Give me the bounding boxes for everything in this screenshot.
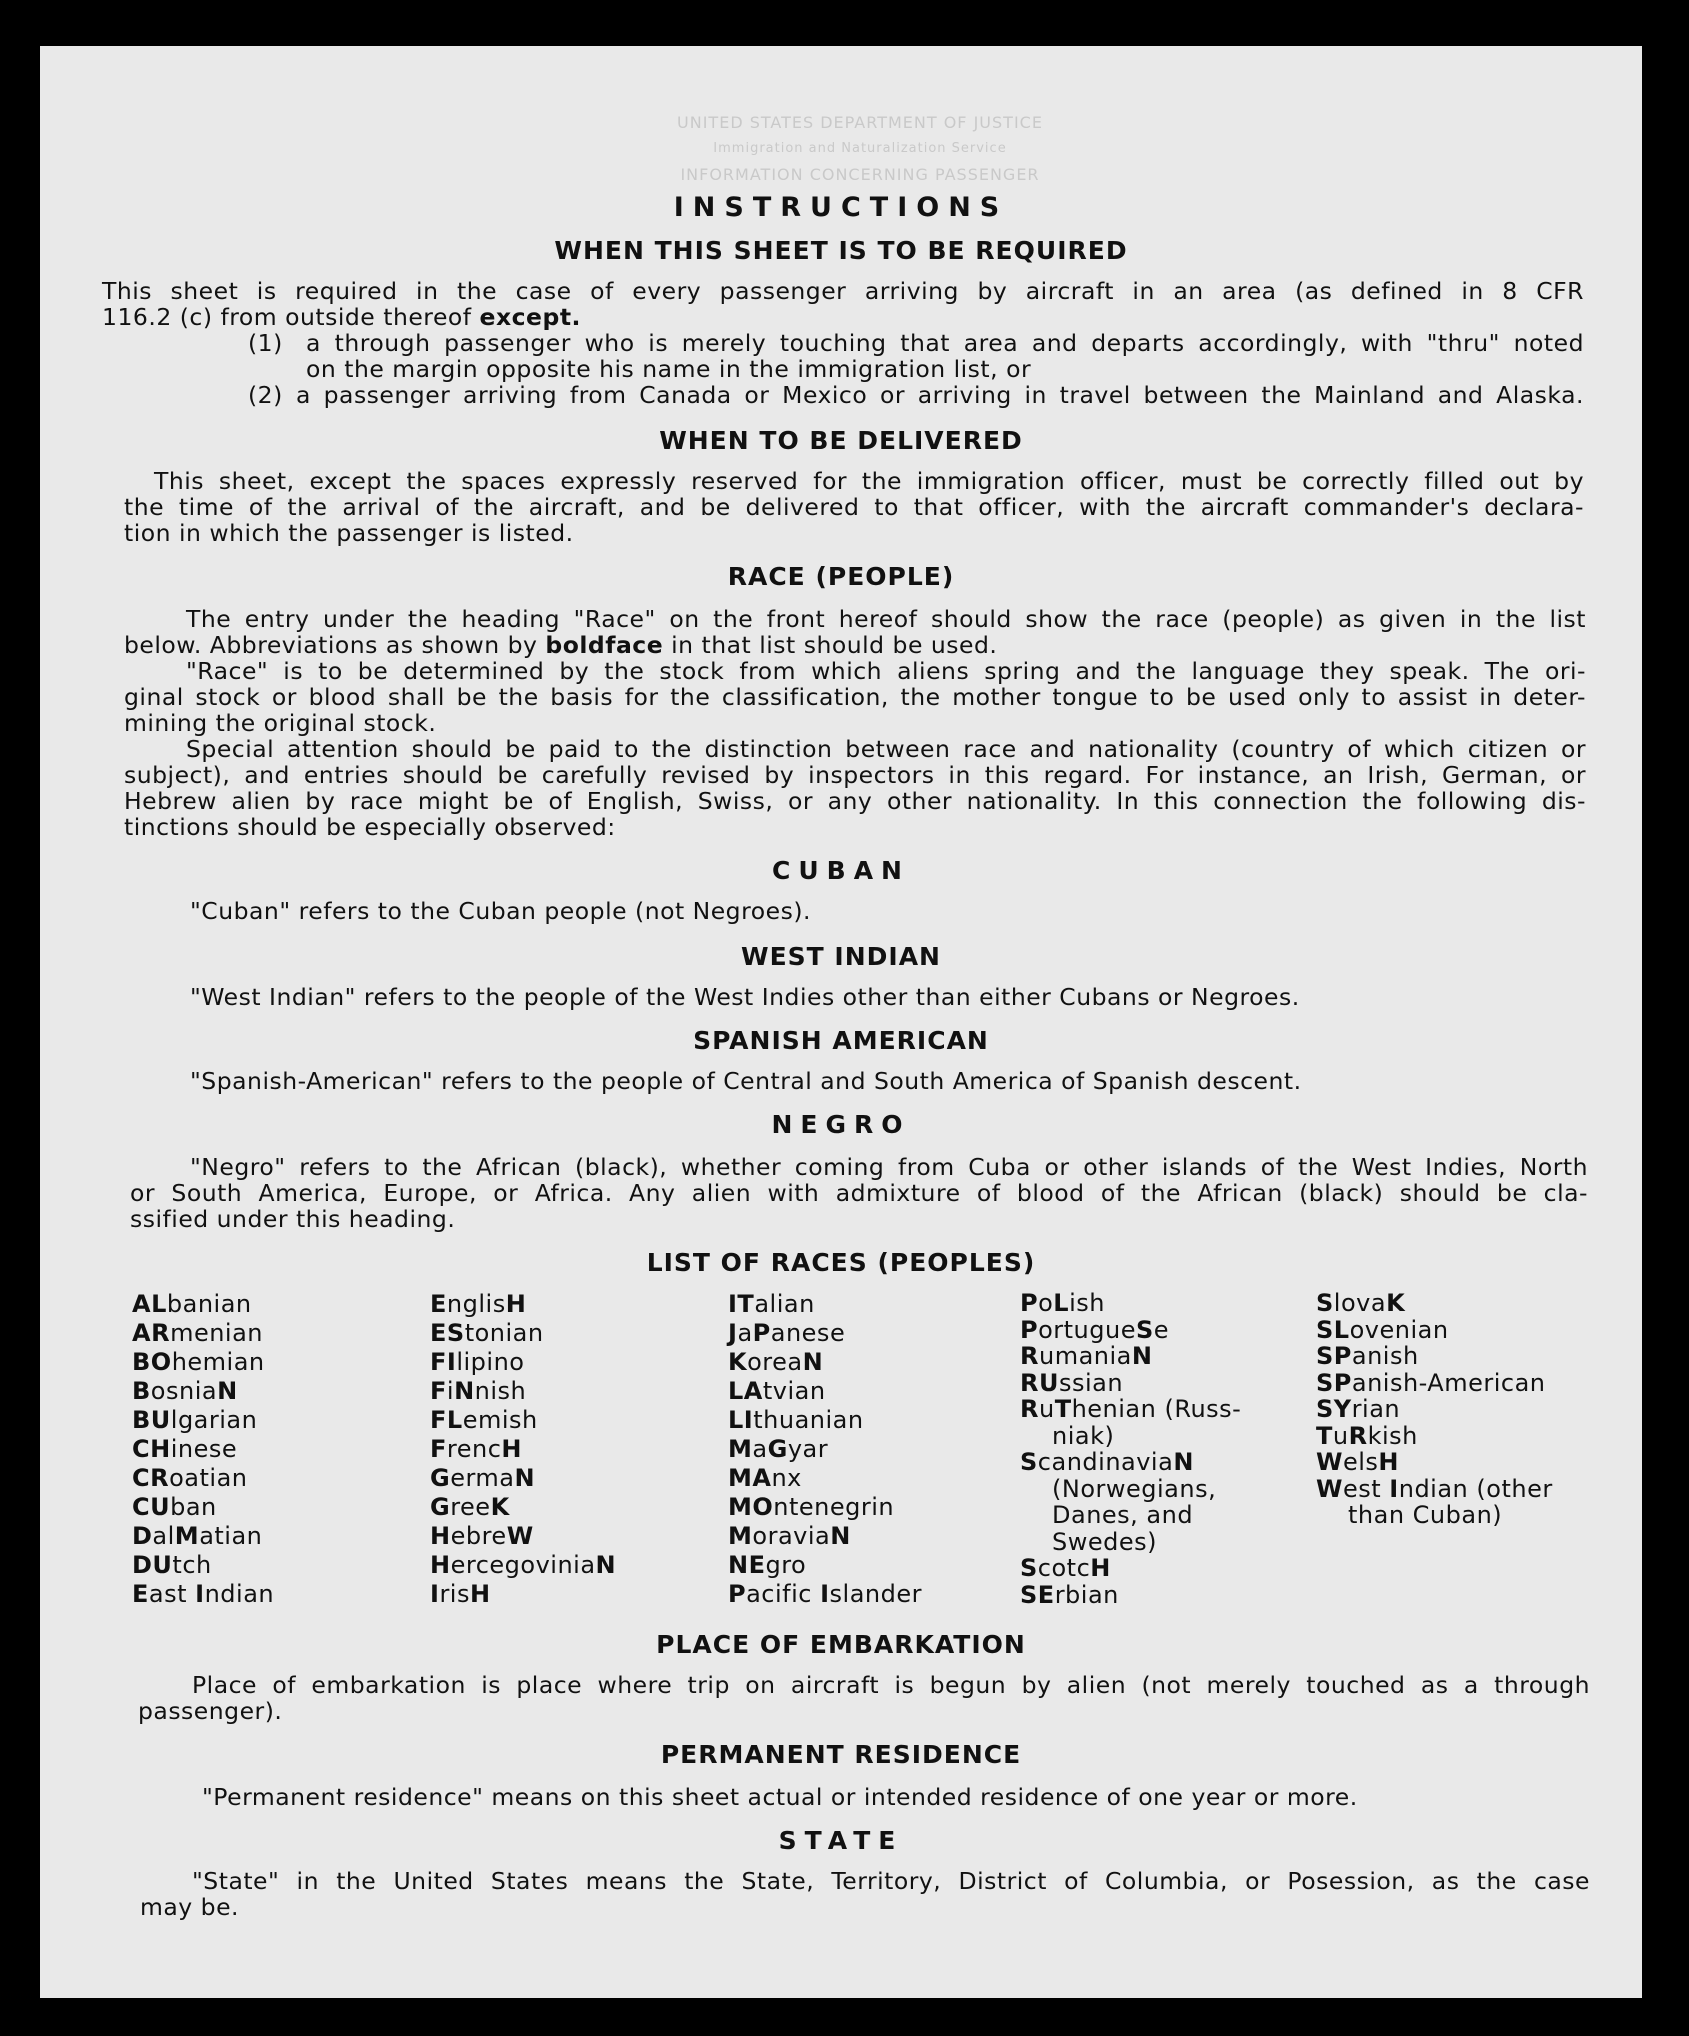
spanish-american-text: "Spanish-American" refers to the people of Central and South America of Spanish descent.: [190, 1067, 1302, 1095]
text-line: "Negro" refers to the African (black), whether coming from Cuba or other islands of the West Indies, North: [190, 1153, 1588, 1181]
race-text: ish: [1069, 1289, 1105, 1317]
race-text: yar: [787, 1435, 829, 1463]
race-abbrev-letters: B: [132, 1377, 151, 1405]
race-list-item: [132, 1348, 274, 1377]
text-line: This sheet is required in the case of every passenger arriving by aircraft in an area (as defined in 8 CFR: [102, 277, 1584, 305]
race-list-item: [1316, 1476, 1553, 1503]
text-line: The entry under the heading "Race" on the front hereof should show the race (people) as given in the list: [186, 605, 1586, 633]
race-abbrev-letters: N: [1131, 1342, 1153, 1370]
text-line: the time of the arrival of the aircraft, and be delivered to that officer, with the aircraft commander's declara-: [124, 493, 1584, 521]
item-2-number: (2): [248, 381, 283, 409]
negro-paragraph: [130, 1154, 1588, 1232]
race-abbrev-letters: H: [430, 1551, 451, 1579]
race-text: anish-American: [1351, 1368, 1546, 1397]
race-text: rian: [1351, 1395, 1401, 1423]
race-list-item: [132, 1551, 274, 1580]
race-text: ast: [148, 1580, 196, 1608]
race-line-2: [124, 632, 997, 658]
text-line: on the margin opposite his name in the immigration list, or: [306, 355, 1032, 383]
race-text: oatian: [169, 1464, 248, 1492]
delivered-paragraph: [124, 468, 1584, 546]
race-abbrev-letters: AL: [132, 1290, 167, 1318]
race-abbrev-letters: N: [217, 1377, 238, 1405]
race-text: al: [152, 1522, 175, 1550]
race-abbrev-letters: I: [195, 1580, 205, 1608]
race-list-item: [430, 1290, 616, 1319]
race-abbrev-letters: P: [728, 1580, 747, 1608]
race-abbrev-letters: W: [1316, 1448, 1343, 1476]
race-text: nglis: [446, 1290, 506, 1318]
race-text: ban: [170, 1493, 217, 1521]
heading-when-delivered: WHEN TO BE DELIVERED: [659, 426, 1023, 455]
race-list-item: [430, 1464, 616, 1493]
text-line: a passenger arriving from Canada or Mexico or arriving in travel between the Mainland and Alaska.: [296, 381, 1584, 409]
race-text: inese: [170, 1435, 238, 1463]
race-abbrev-letters: MO: [728, 1493, 774, 1521]
race-abbrev-letters: H: [430, 1522, 451, 1550]
race-list-item: [728, 1319, 922, 1348]
race-text: i: [446, 1377, 455, 1405]
race-text: ndian (other: [1398, 1474, 1553, 1503]
race-list-item: [1020, 1370, 1241, 1397]
text-line: a through passenger who is merely touching that area and departs accordingly, with "thru" noted: [306, 329, 1584, 357]
race-text: acific: [746, 1580, 821, 1608]
race-list-item: [1316, 1370, 1553, 1397]
race-text: ntenegrin: [773, 1493, 895, 1521]
race-abbrev-letters: N: [802, 1348, 824, 1376]
race-text: nx: [771, 1464, 802, 1492]
race-list-item: [1020, 1529, 1241, 1556]
race-text: erma: [450, 1464, 515, 1492]
race-list-item: [728, 1348, 922, 1377]
race-text: anese: [770, 1319, 846, 1347]
race-list-item: [430, 1319, 616, 1348]
race-abbrev-letters: G: [430, 1464, 451, 1492]
race-abbrev-letters: N: [830, 1522, 851, 1550]
race-abbrev-letters: R: [1020, 1342, 1039, 1370]
race-list-item: [132, 1493, 274, 1522]
item-1-text: [306, 330, 1584, 382]
race-abbrev-letters: CH: [132, 1435, 171, 1463]
race-abbrev-letters: NE: [728, 1551, 766, 1579]
race-abbrev-letters: R: [1348, 1421, 1368, 1450]
race-abbrev-letters: S: [1316, 1289, 1334, 1317]
race-list-item: [1020, 1317, 1241, 1344]
race-abbrev-letters: W: [1316, 1474, 1343, 1503]
race-abbrev-letters: K: [728, 1348, 748, 1376]
race-abbrev-letters: F: [430, 1377, 447, 1405]
race-list-item: [728, 1522, 922, 1551]
race-text: thuanian: [753, 1406, 864, 1434]
race-abbrev-letters: E: [132, 1580, 149, 1608]
race-text: umania: [1038, 1342, 1132, 1370]
race-abbrev-letters: SE: [1020, 1580, 1055, 1609]
race-list-item: [132, 1406, 274, 1435]
heading-race: RACE (PEOPLE): [727, 562, 955, 591]
race-list-item: [132, 1290, 274, 1319]
heading-spanish-american: SPANISH AMERICAN: [693, 1026, 989, 1055]
race-list-item: [132, 1464, 274, 1493]
race-abbrev-letters: N: [1173, 1448, 1194, 1476]
race-abbrev-letters: G: [430, 1493, 451, 1521]
race-list-item: [1316, 1502, 1553, 1529]
race-abbrev-letters: K: [490, 1493, 510, 1521]
race-abbrev-letters: W: [506, 1522, 534, 1550]
race-text: henian (Russ-: [1071, 1395, 1242, 1423]
heading-negro: NEGRO: [771, 1110, 911, 1139]
race-abbrev-letters: CU: [132, 1493, 171, 1521]
text-line: may be.: [140, 1893, 240, 1921]
race-text: emish: [462, 1406, 538, 1434]
race-abbrev-letters: BU: [132, 1406, 171, 1434]
race-text: Danes, and: [1052, 1501, 1194, 1529]
race-text: ebre: [450, 1522, 507, 1550]
required-paragraph: [102, 278, 1584, 304]
race-abbrev-letters: BO: [132, 1348, 172, 1376]
race-text: u: [1332, 1421, 1349, 1450]
race-abbrev-letters: M: [728, 1435, 753, 1463]
faint-bleed-through-header: [600, 110, 1120, 188]
race-abbrev-letters: LI: [728, 1406, 754, 1434]
race-list-item: [1020, 1555, 1241, 1582]
text-line: Place of embarkation is place where trip on aircraft is begun by alien (not merely touched as a through: [192, 1671, 1590, 1699]
race-list-item: [728, 1290, 922, 1319]
race-abbrev-letters: SL: [1316, 1315, 1350, 1344]
race-abbrev-letters: G: [767, 1435, 788, 1463]
text-span: below. Abbreviations as shown by: [124, 631, 546, 659]
race-abbrev-letters: IT: [728, 1290, 755, 1318]
race-text: o: [1038, 1289, 1054, 1317]
race-abbrev-letters: K: [1386, 1289, 1406, 1317]
race-abbrev-letters: D: [132, 1522, 153, 1550]
race-list-item: [1020, 1290, 1241, 1317]
race-list-item: [728, 1377, 922, 1406]
race-text: lipino: [456, 1348, 525, 1376]
race-abbrev-letters: SY: [1316, 1395, 1352, 1423]
race-abbrev-letters: P: [752, 1319, 771, 1347]
race-text: ndian: [204, 1580, 275, 1608]
race-list-item: [1020, 1582, 1241, 1609]
race-list-item: [132, 1319, 274, 1348]
race-text: tonian: [464, 1319, 544, 1347]
race-text: renc: [446, 1435, 502, 1463]
race-list-item: [1316, 1423, 1553, 1450]
race-abbrev-letters: S: [1135, 1315, 1154, 1344]
race-text: Swedes): [1052, 1527, 1157, 1556]
boldface-word: boldface: [545, 631, 664, 659]
race-abbrev-letters: M: [174, 1522, 200, 1550]
race-abbrev-letters: MA: [728, 1464, 772, 1492]
race-abbrev-letters: N: [595, 1551, 617, 1579]
race-abbrev-letters: I: [430, 1580, 440, 1608]
text-line: subject), and entries should be carefully revised by inspectors in this regard. For instance, an Irish, German, or: [124, 761, 1586, 789]
race-text: slander: [829, 1580, 923, 1608]
race-text: alian: [754, 1290, 815, 1318]
race-text: est: [1342, 1474, 1390, 1503]
race-column-3: [728, 1290, 922, 1609]
text-line: passenger).: [138, 1697, 283, 1725]
race-list-item: [430, 1551, 616, 1580]
text-line: or South America, Europe, or Africa. Any alien with admixture of blood of the African (black) should be cla-: [130, 1179, 1588, 1207]
race-text: oravia: [752, 1522, 831, 1550]
race-text: tvian: [762, 1377, 826, 1405]
race-text: osnia: [150, 1377, 218, 1405]
heading-when-required: WHEN THIS SHEET IS TO BE REQUIRED: [554, 236, 1128, 265]
race-abbrev-letters: FI: [430, 1348, 457, 1376]
race-text: anish: [1351, 1342, 1419, 1370]
race-abbrev-letters: S: [1020, 1448, 1038, 1476]
race-abbrev-letters: FL: [430, 1406, 463, 1434]
race-text: ortugue: [1038, 1315, 1136, 1344]
race-list-item: [132, 1377, 274, 1406]
race-list-item: [1316, 1317, 1553, 1344]
race-column-1: [132, 1290, 274, 1609]
state-paragraph: [140, 1868, 1590, 1920]
race-abbrev-letters: L: [1053, 1289, 1070, 1317]
race-list-item: [1020, 1476, 1241, 1503]
race-abbrev-letters: N: [454, 1377, 475, 1405]
race-abbrev-letters: N: [514, 1464, 536, 1492]
race-text: orea: [747, 1348, 803, 1376]
race-list-item: [430, 1406, 616, 1435]
race-column-4: [1020, 1290, 1241, 1608]
heading-permanent-residence: PERMANENT RESIDENCE: [660, 1740, 1022, 1769]
race-list-item: [132, 1522, 274, 1551]
text-line: ssified under this heading.: [130, 1205, 456, 1233]
race-paragraph-1: [124, 606, 1586, 632]
item-2-text: [296, 382, 1584, 408]
heading-west-indian: WEST INDIAN: [741, 942, 941, 971]
race-text: nish: [474, 1377, 527, 1405]
race-text: hemian: [171, 1348, 265, 1376]
west-indian-text: "West Indian" refers to the people of the West Indies other than either Cubans or Negroes.: [190, 983, 1300, 1011]
text-line: tion in which the passenger is listed.: [124, 519, 574, 547]
race-abbrev-letters: P: [1020, 1315, 1039, 1344]
race-text: candinavia: [1037, 1448, 1174, 1476]
race-abbrev-letters: H: [1378, 1448, 1400, 1476]
race-list-item: [728, 1551, 922, 1580]
text-line: tinctions should be especially observed:: [124, 813, 616, 841]
item-1-number: (1): [248, 329, 283, 357]
race-list-item: [728, 1435, 922, 1464]
race-list-item: [728, 1493, 922, 1522]
race-text: kish: [1367, 1421, 1418, 1450]
race-text: niak): [1052, 1421, 1115, 1450]
race-text: lgarian: [170, 1406, 258, 1434]
race-text: menian: [170, 1319, 264, 1347]
residence-text: "Permanent residence" means on this sheet actual or intended residence of one year or more.: [202, 1783, 1358, 1811]
race-list-item: [728, 1464, 922, 1493]
race-abbrev-letters: E: [430, 1290, 447, 1318]
race-text: ovenian: [1349, 1315, 1449, 1344]
race-text: a: [752, 1435, 768, 1463]
text-line: This sheet, except the spaces expressly reserved for the immigration officer, must be correctly filled out by: [154, 467, 1584, 495]
race-text: ssian: [1058, 1368, 1124, 1397]
race-list-item: [430, 1348, 616, 1377]
race-abbrev-letters: T: [1054, 1395, 1072, 1423]
required-line-2: [102, 304, 581, 330]
race-list-item: [728, 1406, 922, 1435]
race-abbrev-letters: F: [430, 1435, 447, 1463]
text-line: ginal stock or blood shall be the basis for the classification, the mother tongue to be used only to assist in deter-: [124, 683, 1586, 711]
race-paragraph-3: [124, 736, 1586, 840]
text-line: mining the original stock.: [124, 709, 437, 737]
race-list-item: [430, 1435, 616, 1464]
race-text: rbian: [1054, 1580, 1119, 1609]
instruction-sheet: [40, 46, 1642, 1998]
faint-line: INFORMATION CONCERNING PASSENGER: [680, 165, 1040, 184]
heading-state: STATE: [778, 1826, 904, 1855]
race-paragraph-2: [124, 658, 1586, 736]
race-text: atian: [199, 1522, 263, 1550]
cuban-text: "Cuban" refers to the Cuban people (not Negroes).: [190, 897, 811, 925]
text-span: 116.2 (c) from outside thereof: [102, 303, 480, 331]
text-line: "Race" is to be determined by the stock from which aliens spring and the language they speak. The ori-: [186, 657, 1586, 685]
faint-line: Immigration and Naturalization Service: [713, 141, 1007, 156]
race-abbrev-letters: H: [501, 1435, 523, 1463]
heading-list-of-races: LIST OF RACES (PEOPLES): [646, 1248, 1036, 1277]
race-list-item: [430, 1580, 616, 1609]
text-line: Special attention should be paid to the distinction between race and nationality (country of which citizen or: [186, 735, 1586, 763]
race-list-item: [1316, 1343, 1553, 1370]
race-text: than Cuban): [1348, 1501, 1503, 1529]
race-text: ercegovinia: [450, 1551, 596, 1579]
race-text: a: [737, 1319, 753, 1347]
race-list-item: [1020, 1502, 1241, 1529]
race-list-item: [132, 1435, 274, 1464]
race-abbrev-letters: DU: [132, 1551, 173, 1579]
race-text: banian: [166, 1290, 252, 1318]
race-text: tch: [172, 1551, 212, 1579]
race-abbrev-letters: SP: [1316, 1342, 1352, 1370]
race-abbrev-letters: T: [1316, 1421, 1333, 1450]
race-list-item: [430, 1522, 616, 1551]
race-column-2: [430, 1290, 616, 1609]
race-abbrev-letters: H: [1090, 1554, 1111, 1582]
race-abbrev-letters: I: [820, 1580, 830, 1608]
race-text: ris: [439, 1580, 470, 1608]
race-list-item: [1020, 1396, 1241, 1423]
race-list-item: [430, 1377, 616, 1406]
race-list-item: [1316, 1396, 1553, 1423]
race-list-item: [1020, 1449, 1241, 1476]
race-abbrev-letters: CR: [132, 1464, 170, 1492]
race-abbrev-letters: I: [1389, 1474, 1399, 1503]
heading-place-of-embarkation: PLACE OF EMBARKATION: [656, 1630, 1026, 1659]
race-abbrev-letters: AR: [132, 1319, 171, 1347]
race-text: ree: [450, 1493, 491, 1521]
race-abbrev-letters: H: [505, 1290, 527, 1318]
text-line: Hebrew alien by race might be of English, Swiss, or any other nationality. In this connection the following dis-: [124, 787, 1586, 815]
race-text: cotc: [1037, 1554, 1091, 1582]
race-list-item: [1020, 1343, 1241, 1370]
race-text: u: [1038, 1395, 1055, 1423]
race-text: els: [1342, 1448, 1379, 1476]
embarkation-paragraph: [138, 1672, 1590, 1724]
race-abbrev-letters: H: [469, 1580, 491, 1608]
page-title: INSTRUCTIONS: [673, 192, 1009, 223]
except-bold: except.: [479, 303, 581, 331]
race-abbrev-letters: SP: [1316, 1368, 1352, 1397]
race-abbrev-letters: R: [1020, 1395, 1039, 1423]
faint-line: UNITED STATES DEPARTMENT OF JUSTICE: [677, 113, 1043, 132]
race-text: (Norwegians,: [1052, 1474, 1217, 1503]
race-list-item: [1020, 1423, 1241, 1450]
race-text: lova: [1333, 1289, 1387, 1317]
race-list-item: [430, 1493, 616, 1522]
race-abbrev-letters: ES: [430, 1319, 465, 1347]
race-list-item: [1316, 1290, 1553, 1317]
race-text: gro: [765, 1551, 807, 1579]
race-list-item: [728, 1580, 922, 1609]
race-abbrev-letters: J: [728, 1319, 738, 1347]
race-list-item: [132, 1580, 274, 1609]
text-span: in that list should be used.: [663, 631, 998, 659]
race-abbrev-letters: S: [1020, 1554, 1038, 1582]
race-abbrev-letters: P: [1020, 1289, 1039, 1317]
race-text: e: [1153, 1315, 1170, 1344]
race-abbrev-letters: RU: [1020, 1368, 1059, 1397]
race-abbrev-letters: M: [728, 1522, 753, 1550]
heading-cuban: CUBAN: [772, 856, 910, 885]
race-list-item: [1316, 1449, 1553, 1476]
race-abbrev-letters: LA: [728, 1377, 763, 1405]
race-column-5: [1316, 1290, 1553, 1529]
text-line: "State" in the United States means the State, Territory, District of Columbia, or Posession, as the case: [192, 1867, 1590, 1895]
